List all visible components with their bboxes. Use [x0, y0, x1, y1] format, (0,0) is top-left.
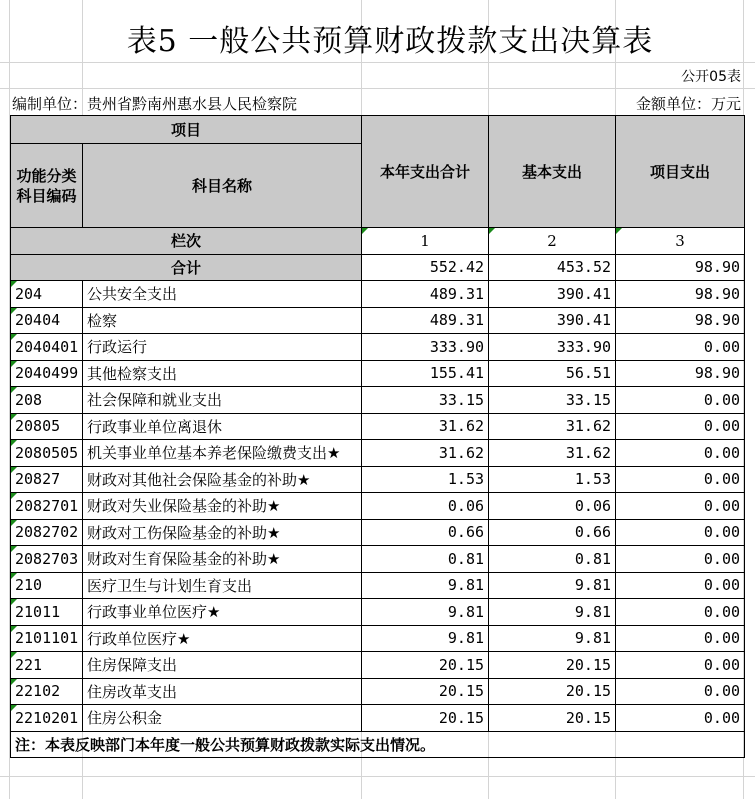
- row-project: 0.00: [616, 652, 745, 679]
- row-code: 221: [11, 652, 83, 679]
- cell-marker-icon: [11, 308, 17, 314]
- row-total: 31.62: [362, 413, 489, 440]
- cell-marker-icon: [11, 440, 17, 446]
- row-project: 0.00: [616, 493, 745, 520]
- cell-marker-icon: [11, 281, 17, 287]
- row-code: 210: [11, 572, 83, 599]
- total-label: 合计: [11, 254, 362, 281]
- table-row: [11, 387, 745, 414]
- row-name: 社会保障和就业支出: [83, 387, 362, 414]
- row-name: 财政对工伤保险基金的补助★: [83, 519, 362, 546]
- table-row: [11, 440, 745, 467]
- row-name: 其他检察支出: [83, 360, 362, 387]
- row-project: 0.00: [616, 678, 745, 705]
- cell-marker-icon: [362, 228, 368, 234]
- row-project: 98.90: [616, 360, 745, 387]
- table-row: [11, 334, 745, 361]
- row-total: 155.41: [362, 360, 489, 387]
- row-name: 行政运行: [83, 334, 362, 361]
- row-code: 2082701: [11, 493, 83, 520]
- row-basic: 0.66: [489, 519, 616, 546]
- row-total: 31.62: [362, 440, 489, 467]
- row-basic: 333.90: [489, 334, 616, 361]
- row-code: 20404: [11, 307, 83, 334]
- header-code: 功能分类科目编码: [11, 144, 83, 228]
- row-project: 98.90: [616, 307, 745, 334]
- form-number: 公开05表: [681, 69, 741, 85]
- table-row: [11, 519, 745, 546]
- row-total: 20.15: [362, 678, 489, 705]
- cell-marker-icon: [11, 467, 17, 473]
- table-row: [11, 281, 745, 308]
- cell-marker-icon: [616, 228, 622, 234]
- row-project: 0.00: [616, 572, 745, 599]
- row-code: 2040401: [11, 334, 83, 361]
- column-number-2: 2: [489, 228, 616, 255]
- row-name: 财政对其他社会保险基金的补助★: [83, 466, 362, 493]
- column-number-3: 3: [616, 228, 745, 255]
- row-name: 行政事业单位医疗★: [83, 599, 362, 626]
- row-basic: 0.81: [489, 546, 616, 573]
- table-row: [11, 625, 745, 652]
- total-project: 98.90: [616, 254, 745, 281]
- row-code: 20827: [11, 466, 83, 493]
- row-basic: 56.51: [489, 360, 616, 387]
- expenditure-table: [10, 115, 745, 758]
- table-row: [11, 546, 745, 573]
- row-name: 公共安全支出: [83, 281, 362, 308]
- row-project: 0.00: [616, 413, 745, 440]
- row-code: 208: [11, 387, 83, 414]
- row-code: 2101101: [11, 625, 83, 652]
- cell-marker-icon: [11, 573, 17, 579]
- header-name: 科目名称: [83, 144, 362, 228]
- row-total: 489.31: [362, 307, 489, 334]
- cell-marker-icon: [11, 546, 17, 552]
- compiler-unit: 编制单位：贵州省黔南州惠水县人民检察院: [12, 95, 298, 113]
- row-project: 0.00: [616, 466, 745, 493]
- report-title: 表5 一般公共预算财政拨款支出决算表: [126, 24, 654, 59]
- table-row: [11, 705, 745, 732]
- table-row: [11, 678, 745, 705]
- row-code: 20805: [11, 413, 83, 440]
- row-project: 0.00: [616, 519, 745, 546]
- row-code: 2040499: [11, 360, 83, 387]
- row-project: 0.00: [616, 625, 745, 652]
- table-row: [11, 307, 745, 334]
- table-row: [11, 493, 745, 520]
- cell-marker-icon: [11, 705, 17, 711]
- row-basic: 390.41: [489, 307, 616, 334]
- table-row: [11, 413, 745, 440]
- row-basic: 20.15: [489, 678, 616, 705]
- cell-marker-icon: [11, 520, 17, 526]
- row-total: 0.06: [362, 493, 489, 520]
- table-row: [11, 360, 745, 387]
- row-name: 行政单位医疗★: [83, 625, 362, 652]
- row-code: 21011: [11, 599, 83, 626]
- cell-marker-icon: [11, 493, 17, 499]
- row-basic: 33.15: [489, 387, 616, 414]
- row-name: 检察: [83, 307, 362, 334]
- row-basic: 20.15: [489, 705, 616, 732]
- header-total: 本年支出合计: [362, 116, 489, 228]
- amount-unit: 金额单位：万元: [635, 95, 741, 113]
- header-basic: 基本支出: [489, 116, 616, 228]
- row-code: 2210201: [11, 705, 83, 732]
- cell-marker-icon: [11, 652, 17, 658]
- row-project: 98.90: [616, 281, 745, 308]
- row-basic: 390.41: [489, 281, 616, 308]
- row-total: 0.81: [362, 546, 489, 573]
- cell-marker-icon: [11, 626, 17, 632]
- row-basic: 20.15: [489, 652, 616, 679]
- row-basic: 9.81: [489, 625, 616, 652]
- header-project: 项目支出: [616, 116, 745, 228]
- row-basic: 31.62: [489, 440, 616, 467]
- row-name: 住房公积金: [83, 705, 362, 732]
- cell-marker-icon: [11, 679, 17, 685]
- row-code: 2080505: [11, 440, 83, 467]
- cell-marker-icon: [11, 414, 17, 420]
- row-project: 0.00: [616, 546, 745, 573]
- row-name: 住房保障支出: [83, 652, 362, 679]
- table-row: [11, 599, 745, 626]
- row-name: 财政对生育保险基金的补助★: [83, 546, 362, 573]
- cell-marker-icon: [11, 599, 17, 605]
- row-name: 医疗卫生与计划生育支出: [83, 572, 362, 599]
- column-number-1: 1: [362, 228, 489, 255]
- row-code: 204: [11, 281, 83, 308]
- row-total: 1.53: [362, 466, 489, 493]
- header-column-index: 栏次: [11, 228, 362, 255]
- row-total: 333.90: [362, 334, 489, 361]
- row-project: 0.00: [616, 440, 745, 467]
- row-total: 20.15: [362, 652, 489, 679]
- cell-marker-icon: [11, 334, 17, 340]
- table-row: [11, 652, 745, 679]
- table-row: [11, 572, 745, 599]
- row-total: 489.31: [362, 281, 489, 308]
- row-total: 9.81: [362, 625, 489, 652]
- row-basic: 1.53: [489, 466, 616, 493]
- row-total: 33.15: [362, 387, 489, 414]
- row-total: 0.66: [362, 519, 489, 546]
- row-basic: 9.81: [489, 572, 616, 599]
- row-project: 0.00: [616, 387, 745, 414]
- row-basic: 9.81: [489, 599, 616, 626]
- row-name: 住房改革支出: [83, 678, 362, 705]
- cell-marker-icon: [11, 387, 17, 393]
- row-total: 20.15: [362, 705, 489, 732]
- total-row: [11, 254, 745, 281]
- row-basic: 31.62: [489, 413, 616, 440]
- row-total: 9.81: [362, 572, 489, 599]
- cell-marker-icon: [11, 361, 17, 367]
- row-project: 0.00: [616, 705, 745, 732]
- total-basic: 453.52: [489, 254, 616, 281]
- row-code: 2082702: [11, 519, 83, 546]
- row-project: 0.00: [616, 334, 745, 361]
- row-name: 行政事业单位离退休: [83, 413, 362, 440]
- row-code: 22102: [11, 678, 83, 705]
- row-total: 9.81: [362, 599, 489, 626]
- row-basic: 0.06: [489, 493, 616, 520]
- row-project: 0.00: [616, 599, 745, 626]
- total-amount: 552.42: [362, 254, 489, 281]
- row-code: 2082703: [11, 546, 83, 573]
- header-item: 项目: [11, 116, 362, 144]
- row-name: 机关事业单位基本养老保险缴费支出★: [83, 440, 362, 467]
- cell-marker-icon: [489, 228, 495, 234]
- row-name: 财政对失业保险基金的补助★: [83, 493, 362, 520]
- table-note: 注：本表反映部门本年度一般公共预算财政拨款实际支出情况。: [11, 731, 745, 758]
- table-row: [11, 466, 745, 493]
